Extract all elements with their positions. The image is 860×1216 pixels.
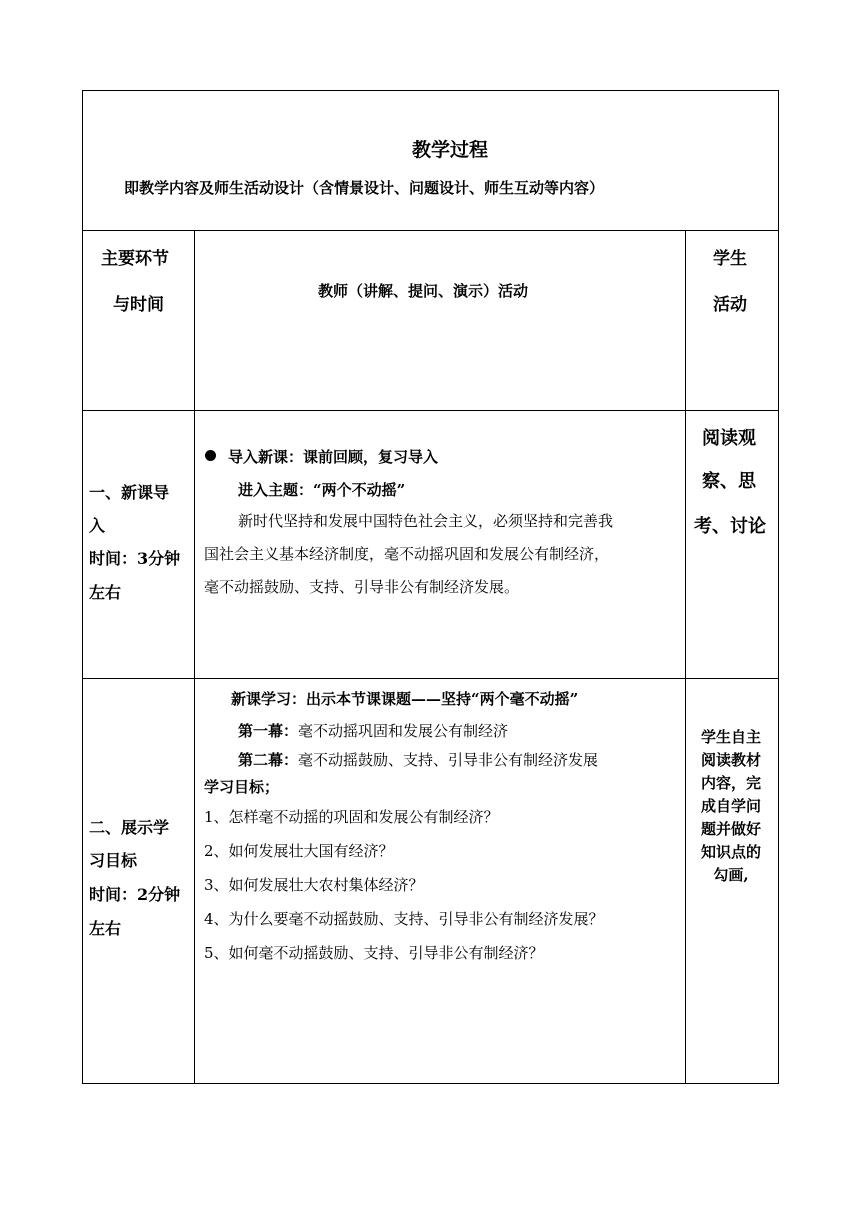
row2-student-line5: 题并做好 xyxy=(700,820,761,838)
page-title: 教学过程 xyxy=(412,139,489,161)
row2-act2-label: 第二幕： xyxy=(238,751,299,769)
row2-student-line3: 内容，完 xyxy=(700,774,761,792)
row2-student-line4: 成自学问 xyxy=(700,797,761,815)
row2-goal-4: 4、为什么要毫不动摇鼓励、支持、引导非公有制经济发展？ xyxy=(204,910,604,928)
row2-goal-5: 5、如何毫不动摇鼓励、支持、引导非公有制经济？ xyxy=(204,944,544,962)
page-subtitle: 即教学内容及师生活动设计（含情景设计、问题设计、师生互动等内容） xyxy=(124,179,605,197)
row1-student-line3: 考、讨论 xyxy=(694,516,766,537)
row2-student-line6: 知识点的 xyxy=(700,843,761,861)
row2-section-line1: 二、展示学 xyxy=(89,818,170,837)
row2-goal-1: 1、怎样毫不动摇的巩固和发展公有制经济？ xyxy=(204,808,499,826)
row1-section-line2: 入 xyxy=(89,516,106,535)
row2-section-line2: 习目标 xyxy=(89,851,138,870)
row1-divider xyxy=(82,678,779,679)
row2-act2 xyxy=(238,749,598,770)
row2-act1-label: 第一幕： xyxy=(238,722,299,740)
bullet-icon xyxy=(205,450,216,461)
row1-bullet-text: 导入新课：课前回顾，复习导入 xyxy=(228,448,439,466)
row2-student-line2: 阅读教材 xyxy=(700,751,761,769)
row2-time: 时间：2分钟 xyxy=(89,885,181,904)
row2-act2-text: 毫不动摇鼓励、支持、引导非公有制经济发展 xyxy=(298,751,599,769)
col3-header-line2: 活动 xyxy=(713,295,747,315)
row1-time-approx: 左右 xyxy=(89,583,122,602)
row1-para-line2: 国社会主义基本经济制度，毫不动摇巩固和发展公有制经济， xyxy=(204,545,610,563)
col2-header: 教师（讲解、提问、演示）活动 xyxy=(318,282,529,300)
col1-divider xyxy=(194,230,195,1084)
row2-act1-text: 毫不动摇巩固和发展公有制经济 xyxy=(298,722,509,740)
col1-header-line1: 主要环节 xyxy=(101,249,169,269)
row2-student-line7: 勾画, xyxy=(713,866,749,884)
row1-student-line2: 察、思 xyxy=(702,471,756,492)
row1-section-line1: 一、新课导 xyxy=(89,483,170,502)
row2-goals-label: 学习目标； xyxy=(204,778,280,796)
col2-divider xyxy=(685,230,686,1084)
row1-topic: 进入主题：“两个不动摇” xyxy=(238,481,406,499)
row2-act1 xyxy=(238,720,508,741)
column-header-divider xyxy=(82,410,779,411)
row1-student-line1: 阅读观 xyxy=(702,428,756,449)
header-divider xyxy=(82,230,779,231)
row1-bullet-item xyxy=(205,446,438,467)
row1-para-line3: 毫不动摇鼓励、支持、引导非公有制经济发展。 xyxy=(204,578,520,596)
row2-student-line1: 学生自主 xyxy=(700,728,761,746)
row2-goal-2: 2、如何发展壮大国有经济？ xyxy=(204,842,394,860)
row1-time: 时间：3分钟 xyxy=(89,549,181,568)
row2-goal-3: 3、如何发展壮大农村集体经济？ xyxy=(204,876,424,894)
col1-header-line2: 与时间 xyxy=(113,295,164,315)
row2-lesson-heading: 新课学习：出示本节课课题——坚持“两个毫不动摇” xyxy=(231,690,579,708)
row2-time-approx: 左右 xyxy=(89,919,122,938)
row1-para-line1: 新时代坚持和发展中国特色社会主义，必须坚持和完善我 xyxy=(238,512,614,530)
col3-header-line1: 学生 xyxy=(713,249,747,269)
row2-student-activity xyxy=(690,726,772,887)
